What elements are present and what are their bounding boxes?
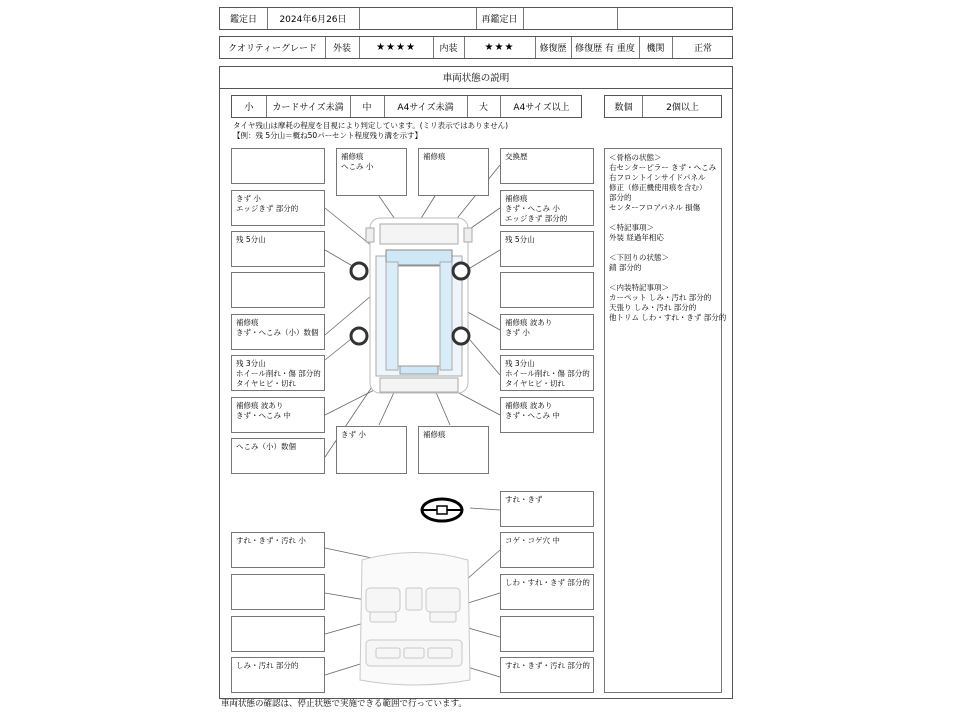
interior-label: 内装 bbox=[439, 44, 458, 54]
damage-box-right-2: 補修痕 きず・へこみ 小 エッジきず 部分的 bbox=[500, 190, 594, 226]
legend-medium: 中 bbox=[362, 103, 372, 113]
legend-count: 数個 bbox=[614, 103, 633, 113]
reappraisal-date-label: 再鑑定日 bbox=[481, 15, 518, 25]
footer-disclaimer: 車両状態の確認は、停止状態で実施できる範囲で行っています。 bbox=[221, 699, 467, 709]
interior-box-right-1: すれ・きず bbox=[500, 491, 594, 527]
interior-box-right-2: コゲ・コゲ穴 中 bbox=[500, 532, 594, 568]
damage-box-right-7: 補修痕 波あり きず・へこみ 中 bbox=[500, 397, 594, 433]
damage-box-top-1: 補修痕 へこみ 小 bbox=[336, 148, 407, 196]
engine-value: 正常 bbox=[693, 44, 712, 54]
interior-box-left-4: しみ・汚れ 部分的 bbox=[231, 657, 325, 693]
damage-box-left-3: 残 5分山 bbox=[231, 231, 325, 267]
legend-large-desc: A4サイズ以上 bbox=[513, 103, 570, 113]
damage-box-left-5: 補修痕 きず・へこみ（小）数個 bbox=[231, 314, 325, 350]
tire-note: タイヤ残山は摩耗の程度を目視により判定しています。(ミリ表示ではありません) 【例：残 5分山＝概ね50パーセント程度残り溝を示す】 bbox=[233, 121, 509, 140]
damage-box-left-2: きず 小 エッジきず 部分的 bbox=[231, 190, 325, 226]
damage-box-right-5: 補修痕 波あり きず 小 bbox=[500, 314, 594, 350]
damage-box-left-8: へこみ（小）数個 bbox=[231, 438, 325, 474]
appraisal-date-label: 鑑定日 bbox=[229, 15, 257, 25]
engine-label: 機関 bbox=[646, 44, 665, 54]
damage-box-left-4 bbox=[231, 272, 325, 308]
damage-box-left-6: 残 3分山 ホイール削れ・傷 部分的 タイヤヒビ・切れ bbox=[231, 355, 325, 391]
damage-box-top-2: 補修痕 bbox=[418, 148, 489, 196]
interior-box-right-3: しわ・すれ・きず 部分的 bbox=[500, 574, 594, 610]
legend-large: 大 bbox=[478, 103, 488, 113]
damage-box-right-6: 残 3分山 ホイール削れ・傷 部分的 タイヤヒビ・切れ bbox=[500, 355, 594, 391]
condition-notes: ＜骨格の状態＞ 右センターピラー きず・へこみ 右フロントインサイドパネル 修正（修正機使用痕を含む） 部分的 センターフロアパネル 損傷 ＜特記事項＞ 外装 経過年相応 ＜下回りの状態＞ 錆 部分的 ＜内装特記事項＞ カーペット しみ・汚れ 部分的 天張り しみ・汚れ 部分的 他トリム しわ・すれ・きず 部分的 bbox=[604, 148, 722, 693]
repair-history-value: 修復歴 有 重度 bbox=[575, 44, 635, 54]
interior-box-left-3 bbox=[231, 616, 325, 652]
interior-grade: ★★★ bbox=[484, 42, 515, 53]
exterior-grade: ★★★★ bbox=[376, 42, 416, 53]
damage-box-right-4 bbox=[500, 272, 594, 308]
steering-wheel-icon bbox=[422, 499, 462, 521]
exterior-car-diagram bbox=[351, 218, 472, 393]
interior-box-left-2 bbox=[231, 574, 325, 610]
repair-history-label: 修復歴 bbox=[539, 44, 567, 54]
damage-box-right-1: 交換歴 bbox=[500, 148, 594, 184]
interior-box-left-1: すれ・きず・汚れ 小 bbox=[231, 532, 325, 568]
legend-small: 小 bbox=[244, 103, 254, 113]
interior-box-right-4 bbox=[500, 616, 594, 652]
damage-box-bottom-2: 補修痕 bbox=[418, 426, 489, 474]
legend-medium-desc: A4サイズ未満 bbox=[397, 103, 454, 113]
damage-box-left-1 bbox=[231, 148, 325, 184]
interior-box-right-5: すれ・きず・汚れ 部分的 bbox=[500, 657, 594, 693]
exterior-label: 外装 bbox=[332, 44, 351, 54]
damage-box-left-7: 補修痕 波あり きず・へこみ 中 bbox=[231, 397, 325, 433]
legend-count-desc: 2個以上 bbox=[666, 103, 699, 113]
section-title: 車両状態の説明 bbox=[219, 66, 733, 89]
appraisal-date-value: 2024年6月26日 bbox=[279, 15, 347, 25]
interior-seat-diagram bbox=[360, 553, 470, 686]
legend-small-desc: カードサイズ未満 bbox=[272, 103, 344, 113]
damage-box-right-3: 残 5分山 bbox=[500, 231, 594, 267]
quality-grade-label: クオリティーグレード bbox=[227, 44, 318, 54]
damage-box-bottom-1: きず 小 bbox=[336, 426, 407, 474]
